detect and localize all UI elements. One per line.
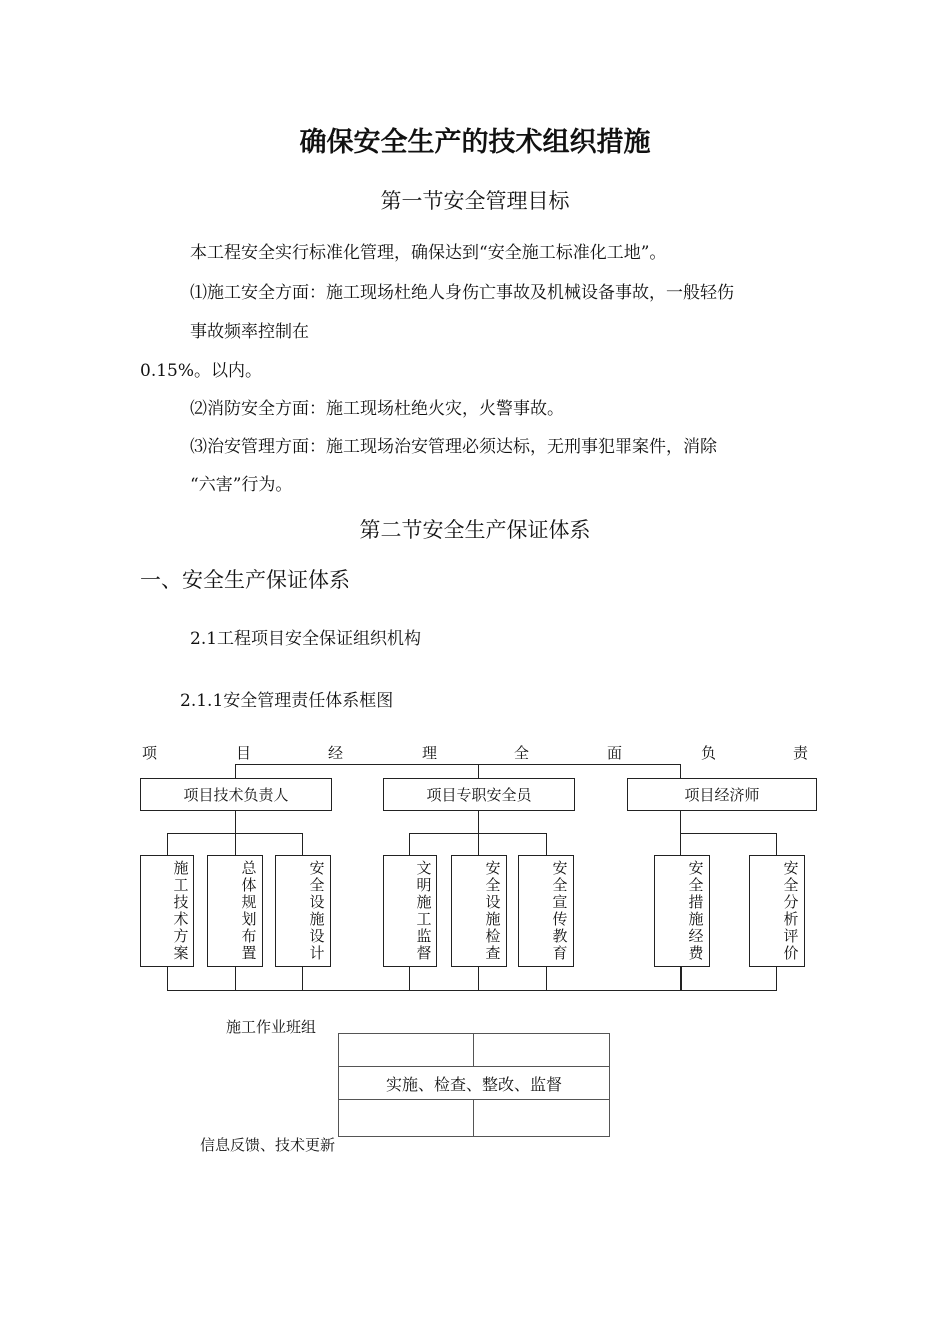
task-box bbox=[451, 855, 507, 967]
connector-line bbox=[546, 967, 547, 990]
task-label: 总体规划布置 bbox=[241, 859, 257, 962]
connector-line bbox=[235, 833, 236, 855]
table-row bbox=[339, 1034, 610, 1067]
connector-line bbox=[680, 833, 681, 855]
manager-label: 项目技术负责人 bbox=[183, 786, 289, 804]
item3-line1: ⑶治安管理方面：施工现场治安管理必须达标，无刑事犯罪案件，消除 bbox=[190, 437, 717, 457]
task-box bbox=[383, 855, 437, 967]
item-2-1: 2.1工程项目安全保证组织机构 bbox=[190, 629, 422, 649]
connector-line bbox=[478, 967, 479, 990]
table-row bbox=[339, 1067, 610, 1100]
item1-line2: 事故频率控制在 bbox=[190, 322, 309, 342]
task-label: 安全宣传教育 bbox=[552, 859, 568, 962]
task-label: 安全措施经费 bbox=[688, 859, 704, 962]
manager-label: 项目经济师 bbox=[684, 786, 760, 804]
top-char: 负 bbox=[701, 744, 717, 762]
feedback-label: 信息反馈、技术更新 bbox=[200, 1136, 336, 1154]
connector-line bbox=[680, 764, 681, 779]
task-label: 安全设施设计 bbox=[309, 859, 325, 962]
connector-line bbox=[776, 833, 777, 855]
task-box bbox=[140, 855, 194, 967]
section2-subheading: 一、安全生产保证体系 bbox=[140, 568, 350, 592]
team-label: 施工作业班组 bbox=[226, 1018, 317, 1036]
connector-line bbox=[167, 967, 168, 990]
connector-line bbox=[302, 967, 303, 990]
item3-line2: “六害”行为。 bbox=[190, 475, 293, 495]
item-2-1-1: 2.1.1安全管理责任体系框图 bbox=[180, 691, 394, 711]
connector-line bbox=[409, 833, 410, 855]
connector-line bbox=[167, 990, 777, 991]
connector-line bbox=[235, 811, 236, 833]
connector-line bbox=[235, 967, 236, 990]
connector-line bbox=[478, 811, 479, 833]
table-row bbox=[339, 1100, 610, 1137]
manager-label: 项目专职安全员 bbox=[426, 786, 532, 804]
section1-intro: 本工程安全实行标准化管理，确保达到“安全施工标准化工地”。 bbox=[190, 243, 667, 263]
connector-line bbox=[680, 833, 776, 834]
connector-line bbox=[409, 967, 410, 990]
item1-line1: ⑴施工安全方面：施工现场杜绝人身伤亡事故及机械设备事故，一般轻伤 bbox=[190, 283, 734, 303]
task-box bbox=[207, 855, 263, 967]
document-title: 确保安全生产的技术组织措施 bbox=[299, 127, 651, 158]
section2-heading: 第二节安全生产保证体系 bbox=[359, 518, 591, 542]
task-box bbox=[275, 855, 331, 967]
connector-line bbox=[478, 833, 479, 855]
connector-line bbox=[680, 811, 681, 833]
section1-heading: 第一节安全管理目标 bbox=[380, 189, 570, 213]
top-char: 理 bbox=[422, 744, 438, 762]
task-label: 安全设施检查 bbox=[485, 859, 501, 962]
manager-box-safety bbox=[383, 778, 575, 811]
top-char: 项 bbox=[142, 744, 158, 762]
connector-line bbox=[302, 833, 303, 855]
table-cell bbox=[339, 1100, 474, 1137]
top-char: 经 bbox=[328, 744, 344, 762]
top-char: 全 bbox=[514, 744, 530, 762]
item2: ⑵消防安全方面：施工现场杜绝火灾，火警事故。 bbox=[190, 399, 564, 419]
item1-line3: 0.15%。以内。 bbox=[140, 361, 263, 381]
work-team-table bbox=[338, 1033, 610, 1137]
connector-line bbox=[776, 967, 777, 990]
manager-box-economist bbox=[627, 778, 817, 811]
manager-box-tech bbox=[140, 778, 332, 811]
connector-line bbox=[167, 833, 168, 855]
connector-line bbox=[680, 967, 682, 990]
top-char: 面 bbox=[607, 744, 623, 762]
connector-line bbox=[235, 764, 680, 765]
connector-line bbox=[546, 833, 547, 855]
task-label: 安全分析评价 bbox=[783, 859, 799, 962]
table-cell: 实施、检查、整改、监督 bbox=[339, 1067, 610, 1100]
table-cell bbox=[474, 1100, 610, 1137]
top-char: 目 bbox=[236, 744, 252, 762]
task-box bbox=[749, 855, 805, 967]
task-label: 施工技术方案 bbox=[173, 859, 189, 962]
task-box bbox=[654, 855, 710, 967]
task-box bbox=[518, 855, 574, 967]
task-label: 文明施工监督 bbox=[416, 859, 432, 962]
top-char: 责 bbox=[793, 744, 809, 762]
table-cell bbox=[474, 1034, 610, 1067]
table-cell bbox=[339, 1034, 474, 1067]
connector-line bbox=[478, 764, 479, 779]
connector-line bbox=[235, 764, 236, 779]
